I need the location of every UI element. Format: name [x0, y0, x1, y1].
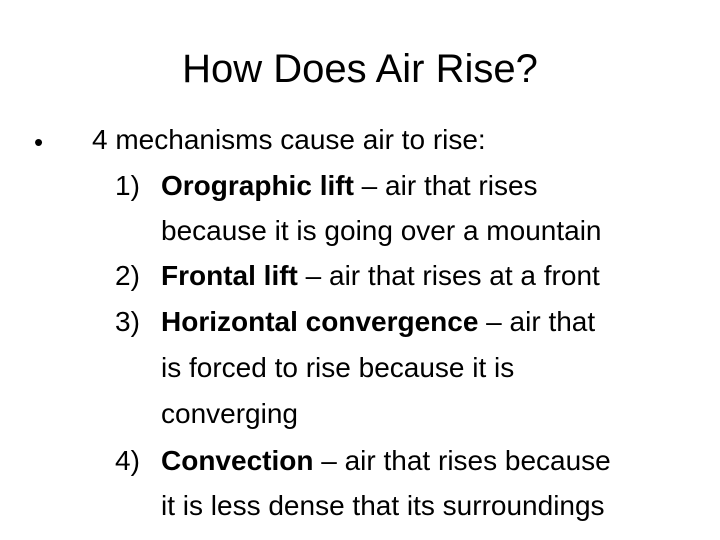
- item-text: air that rises: [385, 170, 538, 201]
- item-number: 1): [115, 170, 140, 201]
- item-line: because it is going over a mountain: [161, 215, 602, 246]
- item-line: [161, 304, 595, 340]
- item-text: air that rises at a front: [329, 260, 600, 291]
- item-term: Frontal lift: [161, 260, 298, 291]
- item-term: Horizontal convergence: [161, 306, 479, 337]
- item-line: it is less dense that its surroundings: [161, 490, 605, 521]
- item-dash: –: [297, 260, 330, 291]
- item-number: 2): [115, 260, 140, 291]
- item-line: [161, 258, 600, 294]
- item-number: 4): [115, 445, 140, 476]
- item-dash: –: [353, 170, 386, 201]
- item-text: air that rises because: [344, 445, 611, 476]
- bullet-dot: •: [34, 127, 44, 157]
- item-dash: –: [313, 445, 345, 476]
- item-line: [161, 443, 611, 479]
- item-line: converging: [161, 398, 298, 429]
- main-point-text: 4 mechanisms cause air to rise:: [92, 124, 486, 155]
- item-line: [161, 168, 538, 204]
- item-term: Convection: [161, 445, 314, 476]
- item-text: air that: [509, 306, 596, 337]
- slide-title: How Does Air Rise?: [182, 47, 538, 91]
- item-line: is forced to rise because it is: [161, 352, 515, 383]
- item-dash: –: [478, 306, 510, 337]
- item-number: 3): [115, 306, 140, 337]
- item-term: Orographic lift: [161, 170, 354, 201]
